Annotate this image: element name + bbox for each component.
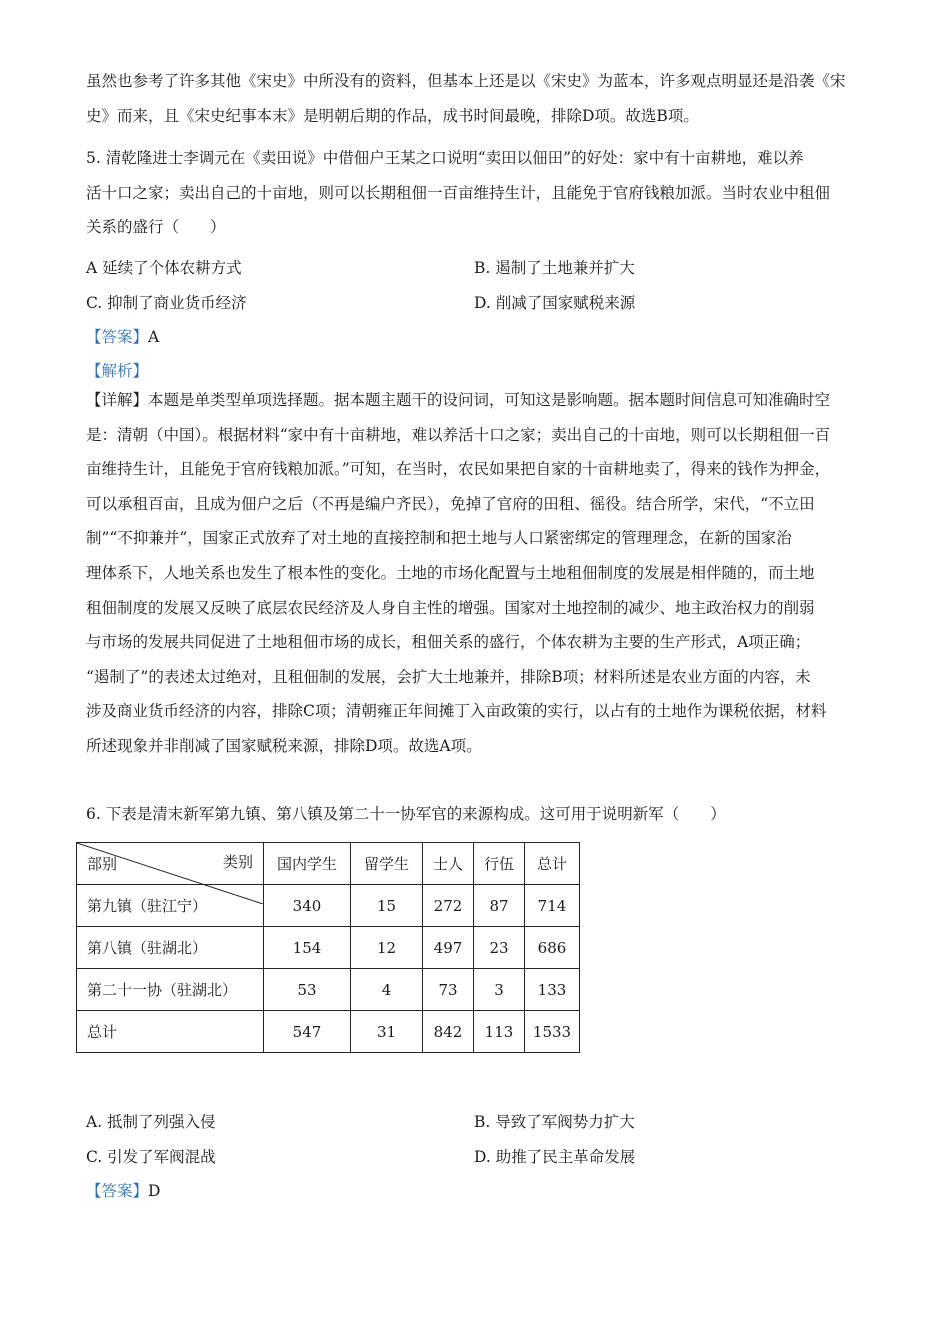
text-line: 关系的盛行（ ） <box>86 218 226 237</box>
text-line: 可以承租百亩，且成为佃户之后（不再是编户齐民），免掉了官府的田租、徭役。结合所学，宋代，“不立田 <box>86 494 815 513</box>
detail-text: 本题是单类型单项选择题。据本题主题干的设问词，可知这是影响题。据本题时间信息可知准确时空 <box>148 391 831 409</box>
text-line: 租佃制度的发展又反映了底层农民经济及人身自主性的增强。国家对土地控制的减少、地主政治权力的削弱 <box>86 598 815 617</box>
row-header: 第二十一协（驻湖北） <box>77 969 264 1011</box>
table-cell: 73 <box>423 969 474 1011</box>
table-cell: 842 <box>423 1011 474 1053</box>
q6-option-c: C. 引发了军阀混战 <box>86 1148 216 1166</box>
text-line: 5. 清乾隆进士李调元在《卖田说》中借佃户王某之口说明“卖田以佃田”的好处：家中有十亩耕地，难以养 <box>86 149 804 167</box>
table-header-row <box>77 843 580 885</box>
text-line <box>86 383 864 418</box>
corner-bottom-label: 部别 <box>87 855 118 873</box>
question-5-stem <box>86 141 864 245</box>
text-line: 制”“不抑兼并”，国家正式放弃了对土地的直接控制和把土地与人口紧密绑定的管理理念，在新的国家治 <box>86 529 792 548</box>
q6-answer <box>86 1181 160 1201</box>
table-cell: 686 <box>525 927 580 969</box>
detail-tag: 【详解】 <box>86 391 149 409</box>
table-cell: 4 <box>351 969 423 1011</box>
text-line: 涉及商业货币经济的内容，排除C项；清朝雍正年间摊丁入亩政策的实行，以占有的土地作为课税依据，材料 <box>86 702 827 721</box>
q6-option-d: D. 助推了民主革命发展 <box>474 1148 636 1166</box>
row-header: 第九镇（驻江宁） <box>77 885 264 927</box>
q5-option-a: A 延续了个体农耕方式 <box>86 259 242 277</box>
answer-tag: 【答案】 <box>86 1182 149 1200</box>
text-line: 虽然也参考了许多其他《宋史》中所没有的资料，但基本上还是以《宋史》为蓝本，许多观点明显还是沿袭《宋 <box>86 72 846 90</box>
answer-tag: 【答案】 <box>86 328 149 346</box>
table-cell: 113 <box>474 1011 525 1053</box>
table-row-total <box>77 1011 580 1053</box>
table-cell: 87 <box>474 885 525 927</box>
table-corner-cell <box>77 843 264 885</box>
table-cell: 1533 <box>525 1011 580 1053</box>
table-cell: 714 <box>525 885 580 927</box>
column-header: 总计 <box>525 843 580 885</box>
q5-option-b: B. 遏制了土地兼并扩大 <box>474 259 635 277</box>
officer-source-table <box>76 842 580 1053</box>
table-cell: 53 <box>264 969 351 1011</box>
q5-option-c: C. 抑制了商业货币经济 <box>86 294 247 312</box>
intro-paragraph <box>86 64 864 133</box>
analysis-tag: 【解析】 <box>86 362 149 380</box>
column-header: 士人 <box>423 843 474 885</box>
table-cell: 31 <box>351 1011 423 1053</box>
row-header: 第八镇（驻湖北） <box>77 927 264 969</box>
text-line: 与市场的发展共同促进了土地租佃市场的成长，租佃关系的盛行，个体农耕为主要的生产形式，A项正确； <box>86 633 811 652</box>
table-row <box>77 969 580 1011</box>
column-header: 留学生 <box>351 843 423 885</box>
table-cell: 133 <box>525 969 580 1011</box>
answer-value: D <box>148 1182 161 1200</box>
table-cell: 3 <box>474 969 525 1011</box>
table-cell: 23 <box>474 927 525 969</box>
answer-value: A <box>148 328 160 346</box>
table-cell: 497 <box>423 927 474 969</box>
q5-detail <box>86 383 864 764</box>
text-line: “遏制了”的表述太过绝对，且租佃制的发展，会扩大土地兼并，排除B项；材料所述是农业方面的内容，未 <box>86 667 811 686</box>
table-cell: 272 <box>423 885 474 927</box>
table-cell: 12 <box>351 927 423 969</box>
question-6-stem: 6. 下表是清末新军第九镇、第八镇及第二十一协军官的来源构成。这可用于说明新军（ ） <box>86 805 726 823</box>
row-header: 总计 <box>77 1011 264 1053</box>
table-cell: 15 <box>351 885 423 927</box>
text-line: 史》而来，且《宋史纪事本末》是明朝后期的作品，成书时间最晚，排除D项。故选B项。 <box>86 106 699 125</box>
q6-option-a: A. 抵制了列强入侵 <box>86 1113 216 1131</box>
text-line: 活十口之家；卖出自己的十亩地，则可以长期租佃一百亩维持生计，且能免于官府钱粮加派。当时农业中租佃 <box>86 183 831 202</box>
q5-answer <box>86 327 159 347</box>
table-cell: 547 <box>264 1011 351 1053</box>
text-line: 亩维持生计，且能免于官府钱粮加派。”可知，在当时，农民如果把自家的十亩耕地卖了，得来的钱作为押金， <box>86 460 831 479</box>
q5-analysis-tag <box>86 361 148 381</box>
q6-option-b: B. 导致了军阀势力扩大 <box>474 1113 635 1131</box>
column-header: 国内学生 <box>264 843 351 885</box>
text-line: 是：清朝（中国）。根据材料“家中有十亩耕地，难以养活十口之家；卖出自己的十亩地，则可以长期租佃一百 <box>86 425 831 444</box>
column-header: 行伍 <box>474 843 525 885</box>
table-cell: 154 <box>264 927 351 969</box>
q5-option-d: D. 削减了国家赋税来源 <box>474 294 636 312</box>
text-line: 所述现象并非削减了国家赋税来源，排除D项。故选A项。 <box>86 736 482 755</box>
corner-top-label: 类别 <box>222 853 253 871</box>
table-row <box>77 927 580 969</box>
text-line: 理体系下，人地关系也发生了根本性的变化。土地的市场化配置与土地租佃制度的发展是相伴随的，而土地 <box>86 563 815 582</box>
table-cell: 340 <box>264 885 351 927</box>
